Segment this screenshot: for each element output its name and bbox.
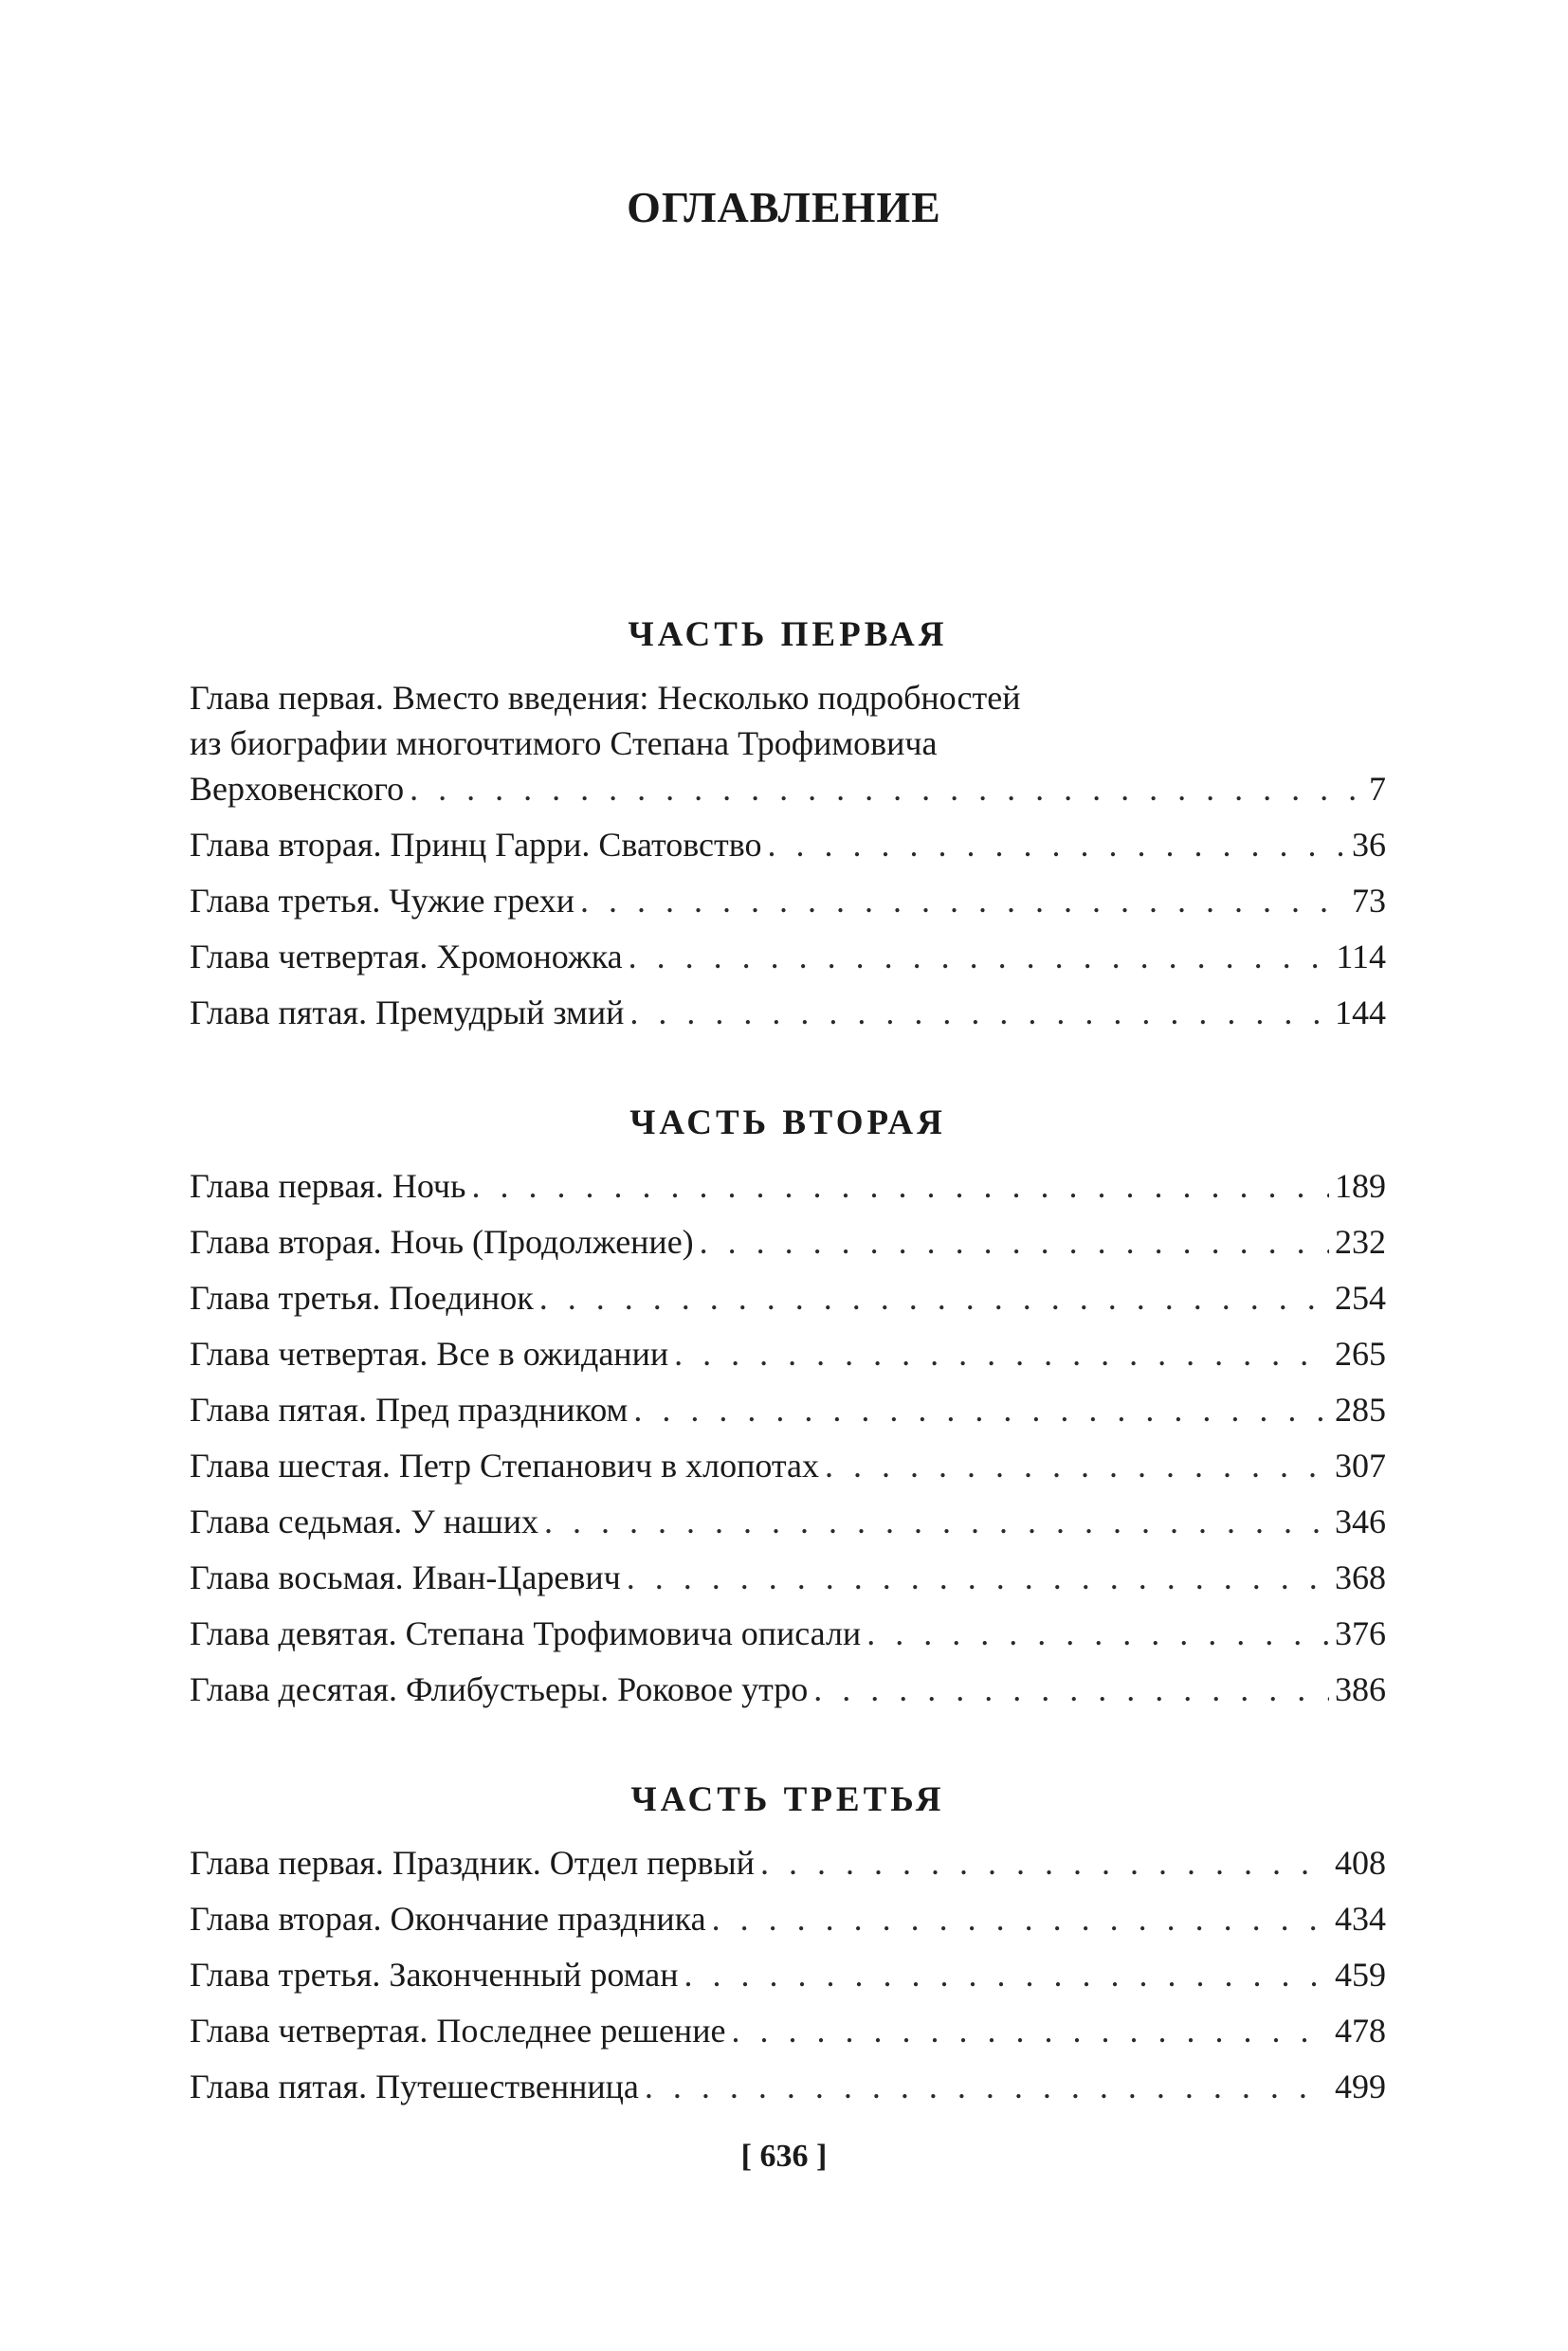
dot-leader [825,1443,1329,1488]
entry-title: Глава первая. Праздник. Отдел первый [190,1844,755,1882]
part-three [190,1772,1386,2120]
entry-title: Глава шестая. Петр Степанович в хлопотах [190,1447,820,1485]
dot-leader [645,2064,1329,2109]
entry-title: Глава четвертая. Все в ожидании [190,1335,669,1373]
entry-title: Глава четвертая. Последнее решение [190,2012,726,2050]
part-entries [190,1840,1386,2120]
toc-entry [190,2064,1386,2120]
dot-leader [629,990,1329,1035]
entry-page-number: 73 [1352,882,1386,920]
toc-entry [190,1611,1386,1667]
dot-leader [580,878,1346,923]
entry-page-number: 376 [1335,1614,1386,1652]
entry-page-number: 114 [1336,938,1386,975]
entry-page-number: 408 [1335,1844,1386,1882]
dot-leader [813,1667,1329,1712]
entry-title: Глава вторая. Окончание праздника [190,1900,706,1938]
toc-entry [190,1840,1386,1896]
dot-leader [633,1387,1329,1432]
part-one [190,607,1386,1046]
toc-entry [190,1219,1386,1275]
entry-title-line: из биографии многочтимого Степана Трофимовича [190,724,938,762]
dot-leader [627,1555,1329,1600]
entry-title: Глава третья. Поединок [190,1279,534,1317]
dot-leader [629,934,1331,979]
entry-page-number: 189 [1335,1167,1386,1205]
entry-page-number: 7 [1369,770,1386,808]
entry-title: Глава десятая. Флибустьеры. Роковое утро [190,1670,809,1708]
toc-entry [190,934,1386,990]
toc-entry [190,878,1386,934]
dot-leader [684,1952,1329,1997]
dot-leader [410,766,1363,811]
dot-leader [471,1163,1329,1209]
entry-page-number: 478 [1335,2012,1386,2050]
dot-leader [768,822,1347,867]
entry-page-number: 254 [1335,1279,1386,1317]
toc-entry [190,1387,1386,1443]
toc-entry [190,2008,1386,2064]
entry-title: Глава пятая. Путешественница [190,2068,639,2105]
entry-title: Глава девятая. Степана Трофимовича описали [190,1614,862,1652]
dot-leader [866,1611,1329,1656]
entry-page-number: 36 [1352,826,1386,864]
entry-title: Глава пятая. Пред праздником [190,1391,629,1429]
part-entries [190,675,1386,1046]
part-heading: ЧАСТЬ ПЕРВАЯ [628,615,948,654]
entry-title: Глава вторая. Ночь (Продолжение) [190,1223,694,1261]
dot-leader [760,1840,1329,1886]
part-heading: ЧАСТЬ ВТОРАЯ [629,1103,946,1142]
toc-entry [190,1952,1386,2008]
entry-page-number: 265 [1335,1335,1386,1373]
toc-entry [190,1331,1386,1387]
entry-title-line: Глава первая. Вместо введения: Несколько подробностей [190,679,1021,717]
dot-leader [674,1331,1329,1376]
entry-title: Глава третья. Чужие грехи [190,882,574,920]
toc-entry [190,1555,1386,1611]
entry-title: Глава седьмая. У наших [190,1503,538,1540]
entry-page-number: 307 [1335,1447,1386,1485]
entry-page-number: 434 [1335,1900,1386,1938]
dot-leader [712,1896,1329,1941]
toc-entry [190,990,1386,1046]
entry-title: Глава четвертая. Хромоножка [190,938,623,975]
toc-entry [190,1163,1386,1219]
part-entries [190,1163,1386,1722]
entry-page-number: 144 [1335,993,1386,1031]
part-heading: ЧАСТЬ ТРЕТЬЯ [630,1780,945,1819]
toc-entry [190,1896,1386,1952]
entry-page-number: 368 [1335,1558,1386,1596]
toc-entry [190,675,1386,811]
toc-entry [190,1667,1386,1722]
toc-entry [190,1275,1386,1331]
entry-title: Верховенского [190,770,405,808]
part-two [190,1095,1386,1722]
entry-title: Глава вторая. Принц Гарри. Сватовство [190,826,762,864]
entry-last-line [190,766,1386,811]
entry-title: Глава третья. Законченный роман [190,1956,679,1994]
toc-entry [190,1443,1386,1499]
entry-page-number: 386 [1335,1670,1386,1708]
entry-title: Глава восьмая. Иван-Царевич [190,1558,621,1596]
dot-leader [700,1219,1329,1265]
table-of-contents [190,607,1386,2169]
dot-leader [539,1275,1329,1321]
toc-entry [190,822,1386,878]
dot-leader [544,1499,1329,1544]
entry-title: Глава пятая. Премудрый змий [190,993,625,1031]
entry-page-number: 346 [1335,1503,1386,1540]
entry-page-number: 459 [1335,1956,1386,1994]
entry-page-number: 285 [1335,1391,1386,1429]
entry-title: Глава первая. Ночь [190,1167,466,1205]
dot-leader [731,2008,1329,2053]
page-folio-number: [ 636 ] [740,2139,828,2174]
toc-entry [190,1499,1386,1555]
entry-page-number: 499 [1335,2068,1386,2105]
page-title: ОГЛАВЛЕНИЕ [627,183,941,231]
entry-page-number: 232 [1335,1223,1386,1261]
